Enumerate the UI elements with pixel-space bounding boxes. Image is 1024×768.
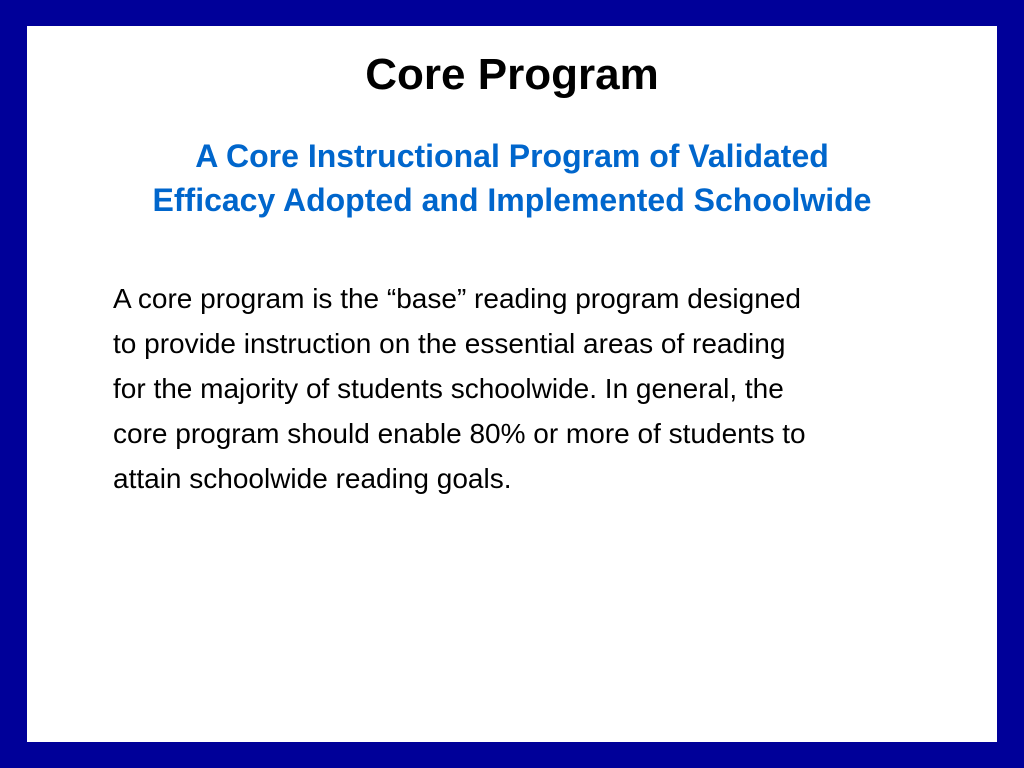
subtitle-line: A Core Instructional Program of Validated [195, 138, 829, 174]
subtitle-line: Efficacy Adopted and Implemented Schoolwide [152, 182, 872, 218]
slide-canvas [27, 26, 997, 742]
slide-body-paragraph [113, 276, 973, 501]
body-line: attain schoolwide reading goals. [113, 463, 512, 494]
body-line: A core program is the “base” reading program designed [113, 283, 801, 314]
body-line: for the majority of students schoolwide. In general, the [113, 373, 784, 404]
body-line: core program should enable 80% or more of students to [113, 418, 806, 449]
slide-title: Core Program [365, 50, 659, 99]
body-line: to provide instruction on the essential areas of reading [113, 328, 786, 359]
slide-subtitle [27, 134, 997, 222]
